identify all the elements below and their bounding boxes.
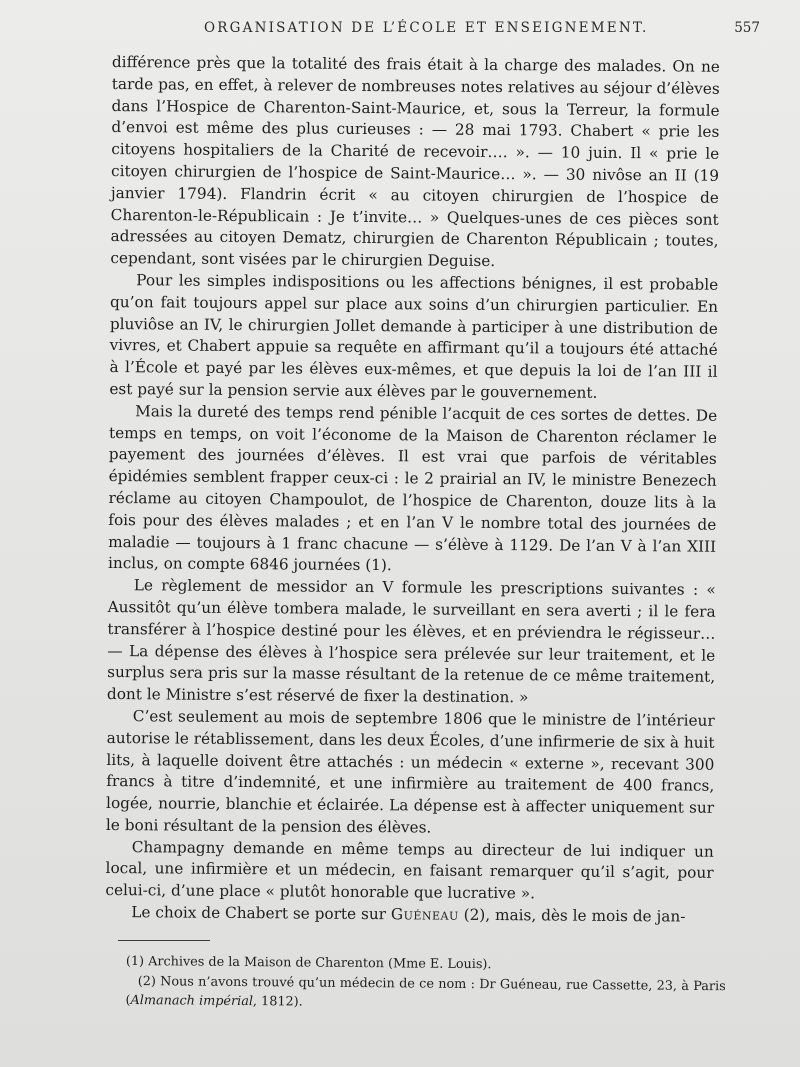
body-text: [105, 52, 720, 929]
page-header: [190, 20, 760, 42]
running-title: ORGANISATION DE L’ÉCOLE ET ENSEIGNEMENT.: [204, 20, 649, 36]
paragraph-7-end: (2), mais, dès le mois de jan-: [458, 905, 686, 926]
footnotes: [125, 952, 725, 1016]
paragraph-5: C’est seulement au mois de septembre 1806 que le ministre de l’intérieur autorise le rétablissement, dans les deux Écoles, d’une infirmerie de six à huit lits, à laquelle doivent être attachés : un médecin « externe », recevant 300 francs à titre d’indemnité, et une infirmière au traitement de 400 francs, logée, nourrie, blanchie et éclairée. La dépense est à affecter uniquement sur le boni résultant de la pension des élèves.: [105, 707, 715, 837]
paragraph-7-start: Le choix de Chabert se porte sur: [131, 903, 391, 924]
paragraph-7: [105, 902, 713, 929]
footnote-divider: [118, 940, 210, 941]
paragraph-2: Pour les simples indispositions ou les affections bénignes, il est probable qu’on fait toujours appel sur place aux soins d’un chirurgien particulier. En pluviôse an IV, le chirurgien Jollet demande à participer à une distribution de vivres, et Chabert appuie sa requête en affirmant qu’il a toujours été attaché à l’École et payé par les élèves eux-mêmes, et que depuis la loi de l’an III il est payé sur la pension servie aux élèves par le gouvernement.: [109, 271, 719, 402]
paragraph-1: différence près que la totalité des frais était à la charge des malades. On ne tarde pas, en effet, à relever de nombreuses notes relatives au séjour d’élèves dans l’Hospice de Charenton-Saint-Maurice, et, sous la Terreur, la formule d’envoi est même des plus curieuses : — 28 mai 1793. Chabert « prie les citoyens hospitaliers de la Charité de recevoir…. ». — 10 juin. Il « prie le citoyen chirurgien de l’hospice de Saint-Maurice… ». — 30 nivôse an II (19 janvier 1794). Flandrin écrit « au citoyen chirurgien de l’hospice de Charenton-le-Républicain : Je t’invite… » Quelques-unes de ces pièces sont adressées au citoyen Dematz, chirurgien de Charenton Républicain ; toutes, cependant, sont visées par le chirurgien Deguise.: [110, 52, 720, 271]
paragraph-3: Mais la dureté des temps rend pénible l’acquit de ces sortes de dettes. De temps en temps, on voit l’économe de la Maison de Charenton réclamer le payement des journées d’élèves. Il est vrai que parfois de véritables épidémies semblent frapper ceux-ci : le 2 prairial an IV, le ministre Benezech réclame au citoyen Champoulot, de l’hospice de Charenton, douze lits à la fois pour des élèves malades ; et en l’an V le nombre total des journées de maladie — toujours à 1 franc chacune — s’élève à 1129. De l’an V à l’an XIII inclus, on compte 6846 journées (1).: [107, 401, 718, 575]
page-number: 557: [734, 20, 760, 36]
footnote-1: (1) Archives de la Maison de Charenton (Mme E. Louis).: [125, 953, 492, 973]
footnote-2-end: , 1812).: [252, 994, 303, 1010]
name-gueneau: Guéneau: [390, 905, 459, 924]
paragraph-6: Champagny demande en même temps au directeur de lui indiquer un local, une infirmière et un médecin, en faisant remarquer qu’il s’agit, pour celui-ci, d’une place « plutôt honorable que lucrative ».: [105, 837, 714, 903]
footnote-2-title: Almanach impérial: [130, 993, 254, 1010]
footnote-2-start: (2) Nous n’avons trouvé qu’un médecin de ce nom : Dr Guéneau, rue Cassette, 23, à Paris (: [125, 973, 726, 1009]
footnote-2: [125, 971, 725, 1015]
paragraph-4: Le règlement de messidor an V formule les prescriptions suivantes : « Aussitôt qu’un élève tombera malade, le surveillant en sera averti ; il le fera transférer à l’hospice destiné pour les élèves, et en préviendra le régisseur… — La dépense des élèves à l’hospice sera prélevée sur leur traitement, et le surplus sera pris sur la masse résultant de la retenue de ce même traitement, dont le Ministre s’est réservé de fixer la destination. »: [106, 576, 716, 707]
